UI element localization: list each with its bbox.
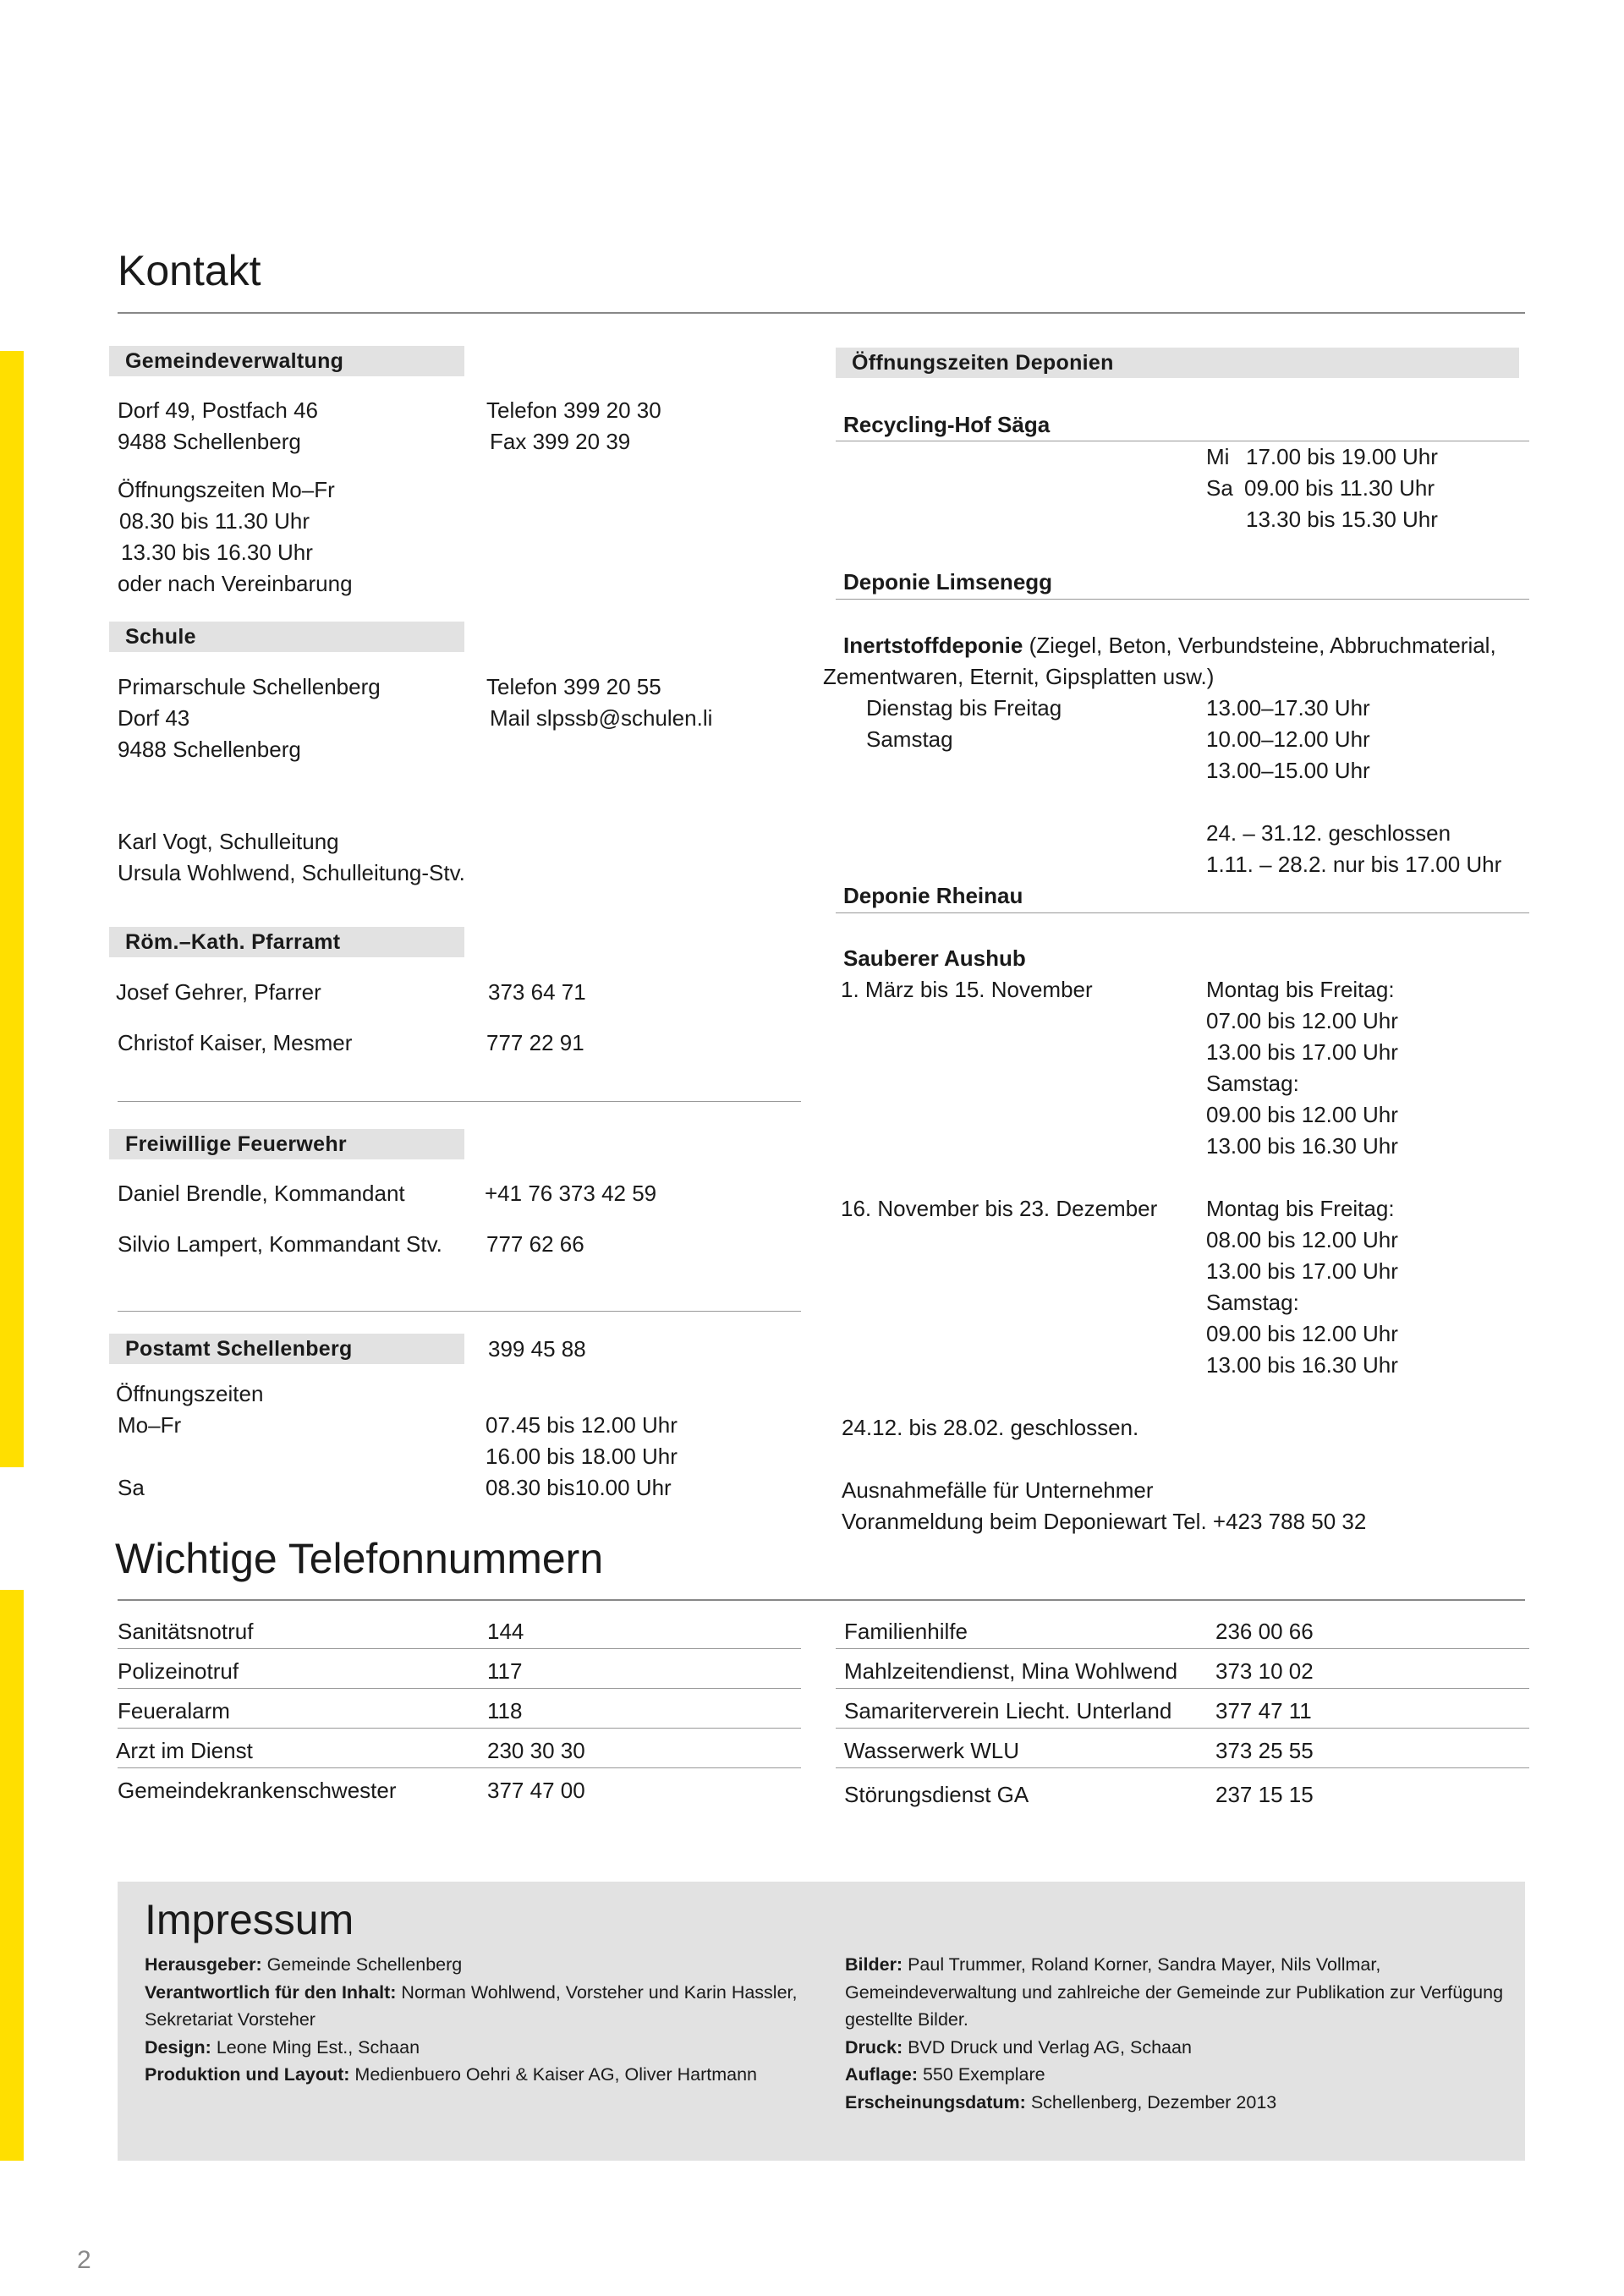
rheinau-period1: 1. März bis 15. November (841, 977, 1093, 1002)
accent-bar-bottom (0, 1590, 24, 2161)
postamt-phone: 399 45 88 (488, 1336, 586, 1362)
saega-sa-time1: 09.00 bis 11.30 Uhr (1244, 475, 1435, 501)
gemeinde-hours-label: Öffnungszeiten Mo–Fr (118, 477, 335, 502)
telefon-left-divider (118, 1648, 801, 1649)
limsenegg-time1: 13.00–17.30 Uhr (1206, 695, 1370, 721)
impressum-title: Impressum (145, 1896, 354, 1943)
limsenegg-rule (836, 599, 1529, 600)
telefon-left-name: Feueralarm (118, 1698, 230, 1723)
kontakt-rule (118, 312, 1525, 314)
rheinau-p1-line4: Samstag: (1206, 1071, 1299, 1096)
postamt-header: Postamt Schellenberg (109, 1334, 464, 1364)
feuerwehr-rule (118, 1311, 801, 1312)
telefon-right-divider (836, 1688, 1529, 1689)
telefon-right-number: 236 00 66 (1215, 1619, 1314, 1644)
schule-phone: Telefon 399 20 55 (486, 674, 661, 699)
limsenegg-time2a: 10.00–12.00 Uhr (1206, 726, 1370, 752)
feuerwehr-phone1: +41 76 373 42 59 (485, 1181, 657, 1206)
impressum-box (118, 1882, 1525, 2161)
rheinau-note2: Voranmeldung beim Deponiewart Tel. +423 788 50 32 (842, 1509, 1367, 1534)
pfarramt-phone1: 373 64 71 (488, 979, 586, 1005)
impressum-design: Design: Leone Ming Est., Schaan (145, 2036, 420, 2058)
rheinau-closed: 24.12. bis 28.02. geschlossen. (842, 1415, 1139, 1440)
limsenegg-day2: Samstag (866, 726, 953, 752)
gemeinde-header: Gemeindeverwaltung (109, 346, 464, 376)
telefon-right-name: Störungsdienst GA (844, 1782, 1029, 1807)
telefon-left-divider (118, 1688, 801, 1689)
limsenegg-title: Deponie Limsenegg (843, 569, 1053, 595)
postamt-mofr1: 07.45 bis 12.00 Uhr (486, 1412, 678, 1438)
limsenegg-closed1: 24. – 31.12. geschlossen (1206, 820, 1451, 846)
rheinau-rule (836, 912, 1529, 913)
schule-mail: Mail slpssb@schulen.li (490, 705, 713, 731)
postamt-mofr-label: Mo–Fr (118, 1412, 182, 1438)
gemeinde-addr1: Dorf 49, Postfach 46 (118, 397, 319, 423)
saega-mi-day: Mi (1206, 444, 1230, 469)
rheinau-aushub: Sauberer Aushub (843, 945, 1026, 971)
telefon-right-divider (836, 1767, 1529, 1768)
impressum-right-column (845, 1951, 1513, 2116)
rheinau-p1-line6: 13.00 bis 16.30 Uhr (1206, 1133, 1398, 1159)
deponien-header: Öffnungszeiten Deponien (836, 348, 1519, 378)
schule-person1: Karl Vogt, Schulleitung (118, 829, 339, 854)
impressum-datum: Erscheinungsdatum: Schellenberg, Dezember 2013 (845, 2091, 1277, 2112)
page-number: 2 (77, 2246, 91, 2274)
telefon-left-divider (118, 1767, 801, 1768)
telefon-left-name: Sanitätsnotruf (118, 1619, 254, 1644)
telefon-right-name: Samariterverein Liecht. Unterland (844, 1698, 1172, 1723)
impressum-verantwortlich: Verantwortlich für den Inhalt: Norman Wohlwend, Vorsteher und Karin Hassler, Sekretariat Vorsteher (145, 1981, 798, 2030)
telefon-right-name: Familienhilfe (844, 1619, 968, 1644)
gemeinde-phone: Telefon 399 20 30 (486, 397, 661, 423)
rheinau-p2-line4: Samstag: (1206, 1290, 1299, 1315)
rheinau-p1-line3: 13.00 bis 17.00 Uhr (1206, 1039, 1398, 1065)
telefon-right-divider (836, 1648, 1529, 1649)
feuerwehr-person1: Daniel Brendle, Kommandant (118, 1181, 405, 1206)
telefon-left-number: 117 (487, 1658, 523, 1684)
postamt-sa-label: Sa (118, 1475, 145, 1500)
schule-name: Primarschule Schellenberg (118, 674, 381, 699)
telefon-left-number: 144 (487, 1619, 524, 1644)
telefon-right-number: 237 15 15 (1215, 1782, 1314, 1807)
schule-addr1: Dorf 43 (118, 705, 190, 731)
rheinau-title: Deponie Rheinau (843, 883, 1023, 908)
gemeinde-hours3: oder nach Vereinbarung (118, 571, 353, 596)
rheinau-p1-line2: 07.00 bis 12.00 Uhr (1206, 1008, 1398, 1033)
telefon-rule (118, 1599, 1525, 1601)
telefon-right-number: 377 47 11 (1215, 1698, 1312, 1723)
telefon-left-number: 118 (487, 1698, 523, 1723)
rheinau-p1-line1: Montag bis Freitag: (1206, 977, 1395, 1002)
impressum-druck: Druck: BVD Druck und Verlag AG, Schaan (845, 2036, 1192, 2058)
feuerwehr-header: Freiwillige Feuerwehr (109, 1129, 464, 1159)
rheinau-p2-line5: 09.00 bis 12.00 Uhr (1206, 1321, 1398, 1346)
pfarramt-rule (118, 1101, 801, 1102)
saega-mi-time: 17.00 bis 19.00 Uhr (1246, 444, 1438, 469)
schule-addr2: 9488 Schellenberg (118, 737, 301, 762)
postamt-sa: 08.30 bis10.00 Uhr (486, 1475, 672, 1500)
gemeinde-hours2: 13.30 bis 16.30 Uhr (121, 540, 313, 565)
telefon-left-number: 230 30 30 (487, 1738, 585, 1763)
rheinau-period2: 16. November bis 23. Dezember (841, 1196, 1158, 1221)
kontakt-title: Kontakt (118, 247, 261, 294)
pfarramt-header: Röm.–Kath. Pfarramt (109, 927, 464, 957)
rheinau-p2-line2: 08.00 bis 12.00 Uhr (1206, 1227, 1398, 1252)
rheinau-p1-line5: 09.00 bis 12.00 Uhr (1206, 1102, 1398, 1127)
telefon-left-divider (118, 1728, 801, 1729)
limsenegg-inert-line1 (843, 630, 1496, 661)
telefon-title: Wichtige Telefonnummern (115, 1535, 604, 1582)
telefon-left-name: Arzt im Dienst (116, 1738, 253, 1763)
pfarramt-phone2: 777 22 91 (486, 1030, 584, 1055)
impressum-herausgeber: Herausgeber: Gemeinde Schellenberg (145, 1954, 463, 1975)
postamt-mofr2: 16.00 bis 18.00 Uhr (486, 1444, 678, 1469)
gemeinde-addr2: 9488 Schellenberg (118, 429, 301, 454)
feuerwehr-phone2: 777 62 66 (486, 1231, 584, 1257)
accent-bar-top (0, 351, 24, 1467)
saega-title: Recycling-Hof Säga (843, 412, 1051, 437)
pfarramt-person1: Josef Gehrer, Pfarrer (116, 979, 321, 1005)
telefon-right-name: Wasserwerk WLU (844, 1738, 1020, 1763)
limsenegg-time2b: 13.00–15.00 Uhr (1206, 758, 1370, 783)
telefon-left-number: 377 47 00 (487, 1778, 585, 1803)
rheinau-p2-line3: 13.00 bis 17.00 Uhr (1206, 1258, 1398, 1284)
impressum-bilder: Bilder: Paul Trummer, Roland Korner, Sandra Mayer, Nils Vollmar, Gemeindeverwaltung und zahlreiche der Gemeinde zur Publikation zur Verfügung gestellte Bilder. (845, 1954, 1504, 2030)
telefon-right-divider (836, 1728, 1529, 1729)
impressum-auflage: Auflage: 550 Exemplare (845, 2064, 1045, 2085)
saega-sa-day: Sa (1206, 475, 1233, 501)
limsenegg-closed2: 1.11. – 28.2. nur bis 17.00 Uhr (1206, 852, 1502, 877)
rheinau-note1: Ausnahmefälle für Unternehmer (842, 1477, 1154, 1503)
rheinau-p2-line1: Montag bis Freitag: (1206, 1196, 1395, 1221)
schule-header: Schule (109, 622, 464, 652)
postamt-hours-label: Öffnungszeiten (116, 1381, 264, 1406)
telefon-right-number: 373 10 02 (1215, 1658, 1314, 1684)
telefon-right-number: 373 25 55 (1215, 1738, 1314, 1763)
saega-sa-time2: 13.30 bis 15.30 Uhr (1246, 507, 1438, 532)
pfarramt-person2: Christof Kaiser, Mesmer (118, 1030, 353, 1055)
limsenegg-inert-line2: Zementwaren, Eternit, Gipsplatten usw.) (823, 664, 1215, 689)
telefon-left-name: Polizeinotruf (118, 1658, 239, 1684)
gemeinde-fax: Fax 399 20 39 (490, 429, 631, 454)
telefon-left-name: Gemeindekrankenschwester (118, 1778, 397, 1803)
limsenegg-inert-text1: (Ziegel, Beton, Verbundsteine, Abbruchmaterial, (1023, 633, 1496, 658)
rheinau-p2-line6: 13.00 bis 16.30 Uhr (1206, 1352, 1398, 1378)
gemeinde-hours1: 08.30 bis 11.30 Uhr (119, 508, 310, 534)
telefon-right-name: Mahlzeitendienst, Mina Wohlwend (844, 1658, 1178, 1684)
feuerwehr-person2: Silvio Lampert, Kommandant Stv. (118, 1231, 442, 1257)
schule-person2: Ursula Wohlwend, Schulleitung-Stv. (118, 860, 465, 885)
limsenegg-inert-bold: Inertstoffdeponie (843, 633, 1023, 658)
limsenegg-day1: Dienstag bis Freitag (866, 695, 1062, 721)
impressum-left-column (145, 1951, 813, 2089)
impressum-produktion: Produktion und Layout: Medienbuero Oehri & Kaiser AG, Oliver Hartmann (145, 2064, 758, 2085)
